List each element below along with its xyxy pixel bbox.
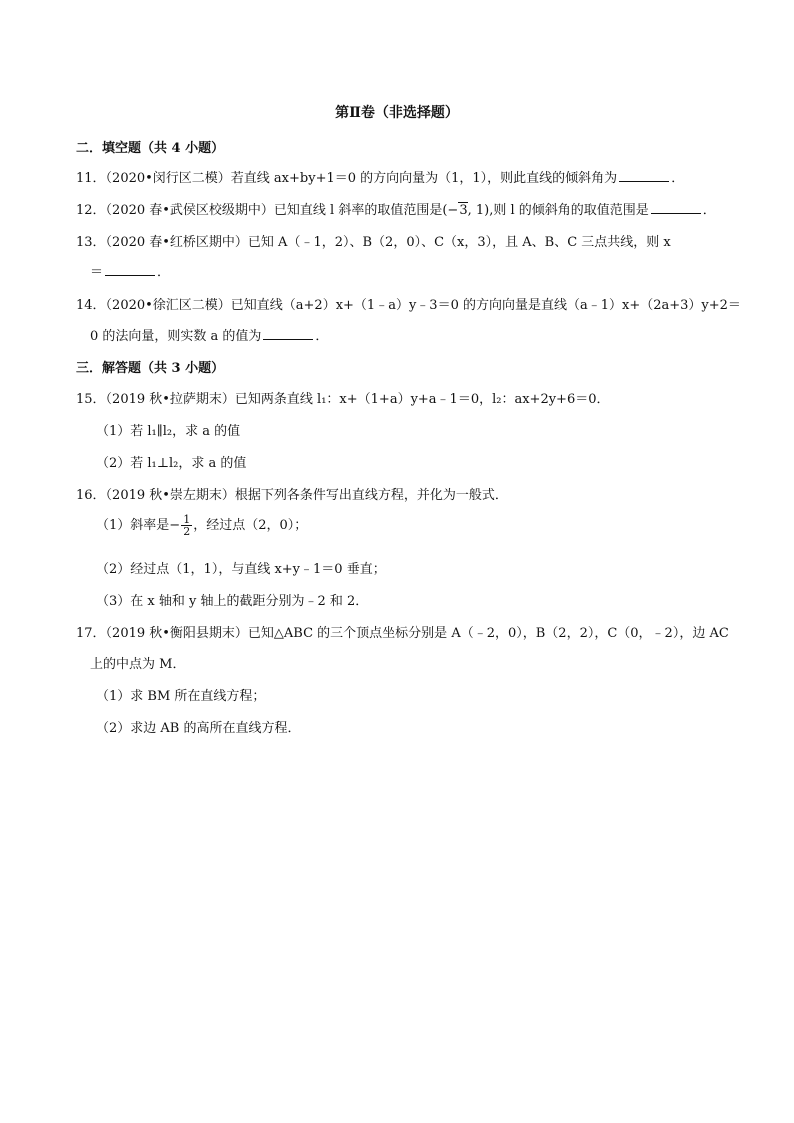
question-14-line2: 0 的法向量，则实数 a 的值为 ． bbox=[90, 329, 329, 344]
question-15-stem: 15．（2019 秋•拉萨期末）已知两条直线 l₁：x+（1+a）y+a﹣1＝0，l₂：ax+2y+6＝0． bbox=[76, 392, 610, 407]
question-15-part1: （1）若 l₁∥l₂，求 a 的值 bbox=[96, 424, 241, 439]
question-15-part2: （2）若 l₁⊥l₂，求 a 的值 bbox=[96, 456, 247, 471]
section-answer: 三．解答题（共 3 小题） bbox=[76, 361, 225, 376]
question-16-stem: 16．（2019 秋•崇左期末）根据下列各条件写出直线方程，并化为一般式． bbox=[76, 488, 508, 503]
question-12: 12．（2020 春•武侯区校级期中）已知直线 l 斜率的取值范围是(−3, 1),则 l 的倾斜角的取值范围是 ． bbox=[76, 203, 716, 218]
question-16-part1: （1）斜率是− $\frac{1}{2}$ ，经过点（2，0）； bbox=[96, 513, 308, 538]
answer-blank-12[interactable] bbox=[651, 201, 701, 214]
answer-blank-13[interactable] bbox=[105, 263, 155, 276]
question-17-part1: （1）求 BM 所在直线方程； bbox=[96, 689, 266, 704]
question-17-line2: 上的中点为 M． bbox=[90, 657, 186, 672]
question-16-part2: （2）经过点（1，1），与直线 x+y﹣1＝0 垂直； bbox=[96, 562, 386, 577]
question-11: 11．（2020•闵行区二模）若直线 ax+by+1＝0 的方向向量为（1，1），则此直线的倾斜角为 ． bbox=[76, 171, 685, 186]
fraction: $\frac{1}{2}$ bbox=[183, 513, 191, 538]
answer-blank-11[interactable] bbox=[619, 169, 669, 182]
question-16-part3: （3）在 x 轴和 y 轴上的截距分别为﹣2 和 2． bbox=[96, 594, 369, 609]
question-13-line1: 13．（2020 春•红桥区期中）已知 A（﹣1，2）、B（2，0）、C（x，3），且 A、B、C 三点共线，则 x bbox=[76, 235, 671, 250]
question-12-text: 12．（2020 春•武侯区校级期中）已知直线 l 斜率的取值范围是 bbox=[76, 203, 443, 218]
question-13-line2: ＝ ． bbox=[90, 265, 171, 280]
sqrt-symbol: 3 bbox=[459, 203, 468, 218]
question-14-line1: 14．（2020•徐汇区二模）已知直线（a+2）x+（1﹣a）y﹣3＝0 的方向向量是直线（a﹣1）x+（2a+3）y+2＝ bbox=[76, 298, 741, 313]
page-title: 第Ⅱ卷（非选择题） bbox=[335, 105, 459, 121]
question-11-text: 11．（2020•闵行区二模）若直线 ax+by+1＝0 的方向向量为（1，1），则此直线的倾斜角为 bbox=[76, 171, 618, 186]
question-17-part2: （2）求边 AB 的高所在直线方程． bbox=[96, 721, 301, 736]
question-17-line1: 17．（2019 秋•衡阳县期末）已知△ABC 的三个顶点坐标分别是 A（﹣2，0），B（2，2），C（0，﹣2），边 AC bbox=[76, 626, 729, 641]
answer-blank-14[interactable] bbox=[263, 327, 313, 340]
section-fill-in: 二．填空题（共 4 小题） bbox=[76, 141, 225, 156]
